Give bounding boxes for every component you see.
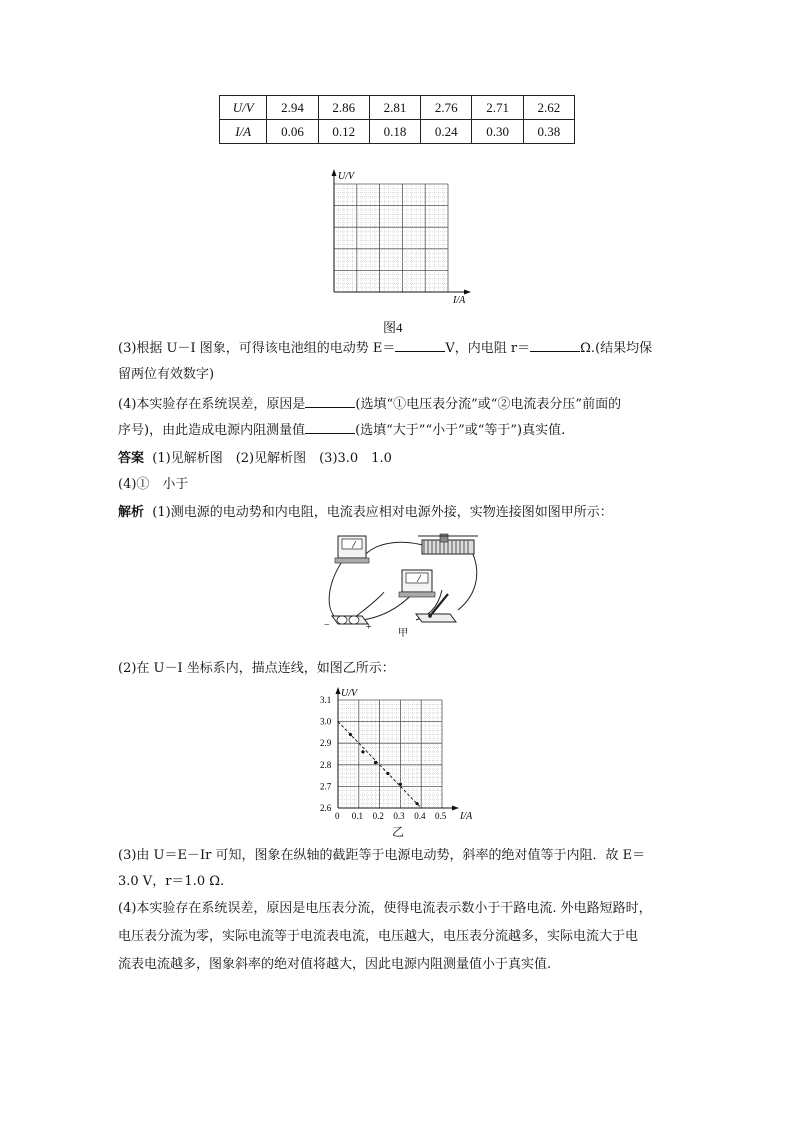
voltmeter-icon	[399, 570, 435, 597]
data-point	[361, 750, 364, 753]
table-cell: 0.24	[421, 120, 472, 144]
question-3	[118, 336, 688, 362]
answer-text-1: (1)见解析图 (2)见解析图 (3)3.0 1.0	[152, 451, 392, 466]
table-header-cell: I/A	[220, 120, 267, 144]
battery-icon	[324, 616, 372, 633]
battery-minus-label: −	[324, 620, 330, 631]
ui-chart	[318, 686, 488, 838]
table-cell: 0.38	[523, 120, 574, 144]
y-tick-label: 2.9	[320, 738, 332, 749]
y-tick-label: 2.6	[320, 803, 332, 813]
table-cell: 0.18	[369, 120, 420, 144]
x-tick-label: 0.2	[372, 811, 384, 821]
answer-blank	[395, 337, 445, 352]
table-header-cell: U/V	[220, 96, 267, 120]
x-tick-label: 0	[335, 811, 340, 821]
analysis-label: 解析	[118, 505, 145, 520]
analysis-line-1	[118, 500, 688, 526]
question-4-line2	[118, 418, 688, 444]
x-tick-label: 0.4	[414, 811, 426, 821]
ui-chart-ticks	[320, 695, 447, 821]
rheostat-icon	[418, 534, 478, 554]
table-cell: 2.81	[369, 96, 420, 120]
x-tick-label: 0.1	[351, 811, 364, 821]
ui-chart-grid	[338, 700, 442, 808]
ui-chart-x-label: I/A	[460, 811, 473, 822]
analysis-line-4b: 电压表分流为零，实际电流等于电流表电流，电压越大，电压表分流越多，实际电流大于电	[118, 929, 639, 944]
fig4-x-arrow-icon	[464, 290, 471, 295]
data-point	[399, 783, 402, 786]
y-tick-label: 2.7	[320, 781, 332, 792]
ammeter-icon	[335, 536, 369, 563]
q3-text-1: (3)根据 U－I 图象，可得该电池组的电动势 E＝	[118, 341, 396, 356]
table-cell: 2.86	[318, 96, 369, 120]
x-arrow-icon	[452, 806, 459, 811]
fig4-x-label: I/A	[453, 295, 466, 306]
data-point	[374, 761, 377, 764]
table-row	[220, 120, 575, 144]
x-tick-label: 0.3	[393, 811, 405, 821]
fig4-grid-chart	[320, 166, 480, 306]
answer-line-1	[118, 446, 688, 472]
fig4-grid	[334, 184, 448, 292]
table-cell: 2.62	[523, 96, 574, 120]
fig4-y-arrow-icon	[332, 169, 337, 176]
table-cell: 2.94	[267, 96, 318, 120]
analysis-line-3a: (3)由 U＝E－Ir 可知，图象在纵轴的截距等于电源电动势，斜率的绝对值等于内阻．故 E＝	[118, 848, 646, 863]
question-3-line2: 留两位有效数字)	[118, 367, 215, 382]
switch-icon	[416, 594, 456, 622]
question-4	[118, 392, 688, 418]
table-cell: 2.71	[472, 96, 523, 120]
analysis-text-1: (1)测电源的电动势和内电阻，电流表应相对电源外接，实物连接图如图甲所示：	[152, 505, 613, 520]
answer-blank	[305, 393, 355, 408]
x-tick-label: 0.5	[435, 811, 447, 821]
table-cell: 0.06	[267, 120, 318, 144]
ui-chart-y-label: U/V	[341, 688, 358, 699]
ui-chart-axes	[336, 687, 460, 811]
table-cell: 2.76	[421, 96, 472, 120]
circuit-caption: 甲	[398, 628, 408, 638]
table-cell: 0.12	[318, 120, 369, 144]
q3-text-2: V，内电阻 r＝	[445, 341, 531, 356]
answer-line-2: (4)① 小于	[118, 477, 189, 492]
fig4-y-label: U/V	[338, 171, 355, 182]
battery-plus-label: +	[366, 622, 372, 633]
data-point	[349, 733, 352, 736]
answer-blank	[530, 337, 580, 352]
y-arrow-icon	[336, 687, 341, 694]
q4-text-2: (选填“①电压表分流”或“②电流表分压”前面的	[355, 397, 622, 412]
q4-text-1: (4)本实验存在系统误差，原因是	[118, 397, 306, 412]
table-cell: 0.30	[472, 120, 523, 144]
data-point	[415, 802, 418, 805]
y-tick-label: 3.1	[320, 695, 332, 705]
q4-text-3: 序号)，由此造成电源内阻测量值	[118, 423, 306, 438]
analysis-line-2: (2)在 U－I 坐标系内，描点连线，如图乙所示：	[118, 661, 395, 676]
data-table	[219, 95, 575, 144]
y-tick-label: 3.0	[320, 716, 332, 727]
analysis-line-4c: 流表电流越多，图象斜率的绝对值将越大，因此电源内阻测量值小于真实值.	[118, 957, 552, 972]
q4-text-4: (选填“大于”“小于”或“等于”)真实值.	[355, 423, 566, 438]
q3-text-3: Ω.(结果均保	[580, 341, 653, 356]
answer-label: 答案	[118, 451, 145, 466]
circuit-diagram	[318, 530, 484, 638]
ui-chart-caption: 乙	[392, 825, 405, 839]
analysis-line-3b: 3.0 V，r＝1.0 Ω.	[118, 874, 225, 889]
y-tick-label: 2.8	[320, 759, 332, 770]
table-row	[220, 96, 575, 120]
analysis-line-4a: (4)本实验存在系统误差，原因是电压表分流，使得电流表示数小于干路电流. 外电路短路时，	[118, 901, 652, 916]
answer-blank	[305, 419, 355, 434]
data-point	[386, 772, 389, 775]
fig4-caption: 图4	[383, 320, 403, 335]
